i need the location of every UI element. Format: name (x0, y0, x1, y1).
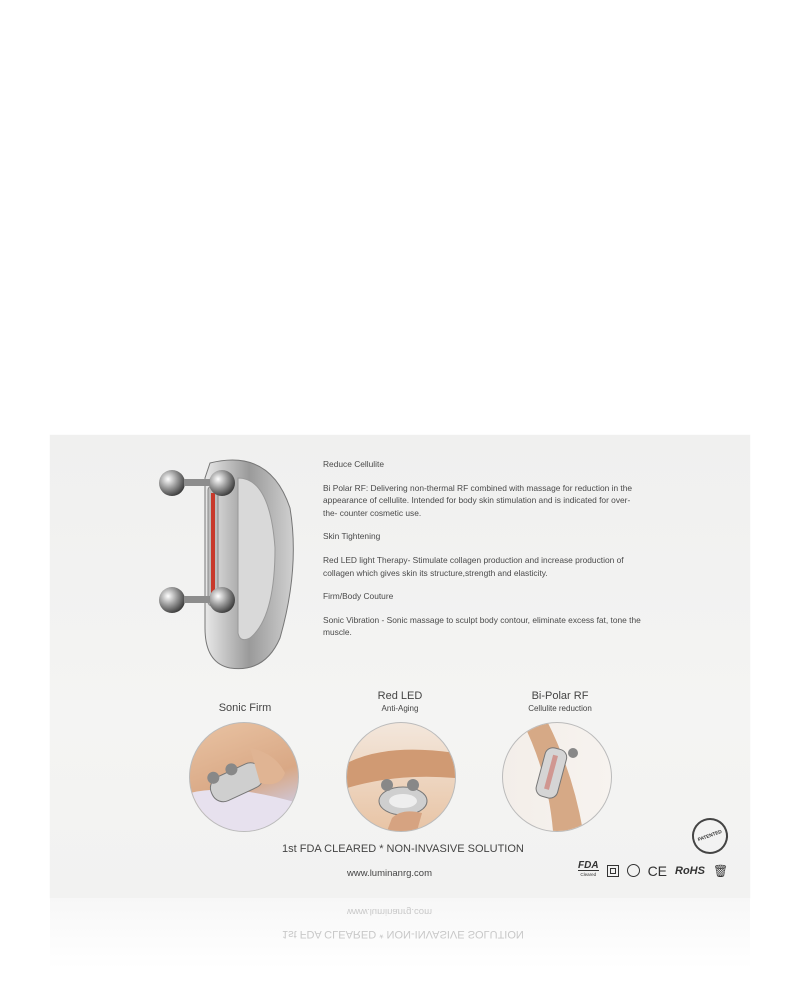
device-image (150, 448, 310, 678)
feature-title: Red LED (377, 690, 423, 702)
desc-heading-firm: Firm/Body Couture (323, 591, 394, 602)
desc-bipolar: Bi Polar RF: Delivering non-thermal RF combined with massage for reduction in the appearance of cellulite. Intended for body skin stimulation and is indicated for over-the- counter cosmetic use. (323, 482, 633, 518)
feature-title: Sonic Firm (218, 702, 272, 714)
red-led-image (346, 722, 456, 832)
reflection-url: www.luminanrg.com (347, 906, 432, 917)
sonic-firm-image (189, 722, 299, 832)
fda-label: FDA (578, 860, 599, 871)
rohs-mark: RoHS (675, 864, 705, 877)
patented-label: PATENTED (697, 829, 723, 843)
desc-heading-cellulite: Reduce Cellulite (323, 459, 384, 469)
feature-label-sonic (195, 702, 295, 714)
feature-label-rf (500, 690, 620, 713)
desc-led: Red LED light Therapy- Stimulate collagen production and increase production of collagen which gives skin its structure,strength and elasticity. (323, 554, 624, 578)
circle-icon (627, 864, 640, 877)
double-square-icon (607, 865, 619, 877)
feature-subtitle: Anti-Aging (381, 704, 419, 713)
feature-description (323, 458, 643, 650)
feature-label-led (350, 690, 450, 713)
feature-subtitle: Cellulite reduction (528, 704, 592, 713)
bipolar-rf-image (502, 722, 612, 832)
fda-claim: 1st FDA CLEARED * NON-INVASIVE SOLUTION (282, 843, 524, 855)
certification-icons (578, 862, 728, 879)
weee-bin-icon: 🗑 (712, 863, 729, 878)
ce-mark: CE (647, 862, 668, 879)
feature-title: Bi-Polar RF (531, 690, 589, 702)
reflection-claim: 1st FDA CLEARED * NON-INVASIVE SOLUTION (282, 928, 524, 940)
fda-icon (578, 862, 599, 879)
desc-heading-skin: Skin Tightening (323, 531, 381, 542)
fda-sub-label: Cleared (580, 872, 597, 877)
website-url: www.luminanrg.com (347, 868, 432, 879)
desc-sonic: Sonic Vibration - Sonic massage to sculpt body contour, eliminate excess fat, tone the muscle. (323, 614, 641, 638)
